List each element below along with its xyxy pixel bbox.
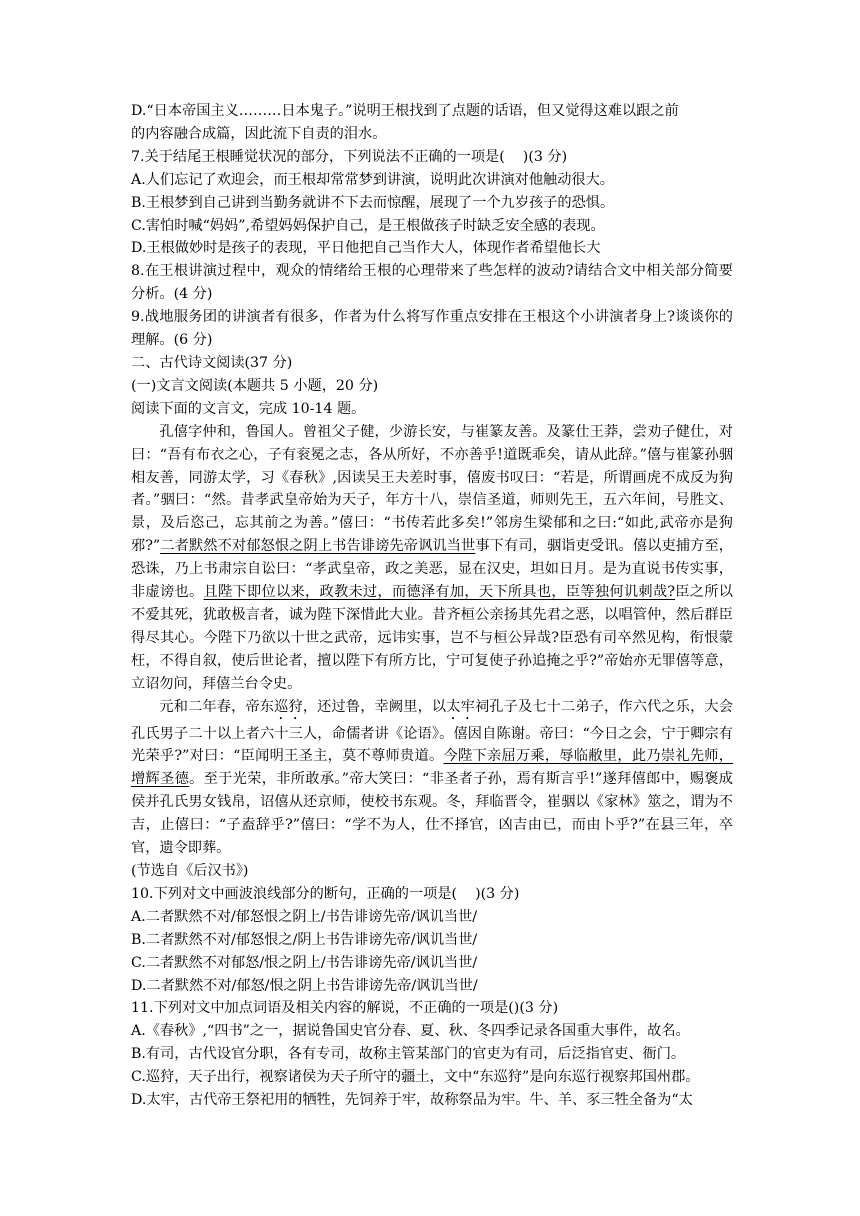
question-7-option-d: D.王根做妙时是孩子的表现，平日他把自己当作大人，体现作者希望他长大 bbox=[131, 240, 601, 257]
passage-text: 。至于光荣，非所敢承。”帝大笑曰：“非圣者子孙，焉有斯言乎!”遂拜僖郎中，赐褒成侯并孔氏男女钱帛，诏僖从还京师，使校书东观。冬，拜临晋令，崔骃以《家林》筮之，谓为不吉，止僖曰：“子盍辞乎?”僖曰：“学不为人，仕不择官，凶吉由已，而由卜乎?”在县三年，卒官，遗令即葬。 bbox=[131, 771, 733, 857]
question-10-option-c: C.二者默然不对郁怒/恨之阴上/书告诽谤先帝/讽讥当世/ bbox=[131, 954, 478, 971]
passage-text: 孔僖字仲和，鲁国人。曾祖父子健，少游长安，与崔篆友善。及篆仕王莽，尝劝子健仕，对曰：“吾有布衣之心，子有衮冕之志，各从所好，不亦善乎!道既乖矣，请从此辞。”僖与崔篆孙骃相友善，同游太学，习《春秋》,因读吴王夫差时事，僖废书叹曰：“若是，所谓画虎不成反为狗者。”骃曰：“然。昔孝武皇帝始为天子，年方十八，崇信圣道，师则先王，五六年间，号胜文、景，及后恣己，忘其前之为善。”僖曰：“书传若此多矣!”邻房生梁郁和之曰:“如此,武帝亦是狗邪?” bbox=[131, 423, 733, 555]
wavy-underlined-text: 二者默然不对郁怒恨之阴上书告诽谤先帝讽讥当世 bbox=[160, 538, 476, 555]
section-2-heading: 二、古代诗文阅读(37 分) bbox=[131, 354, 293, 371]
section-2-1-heading: (一)文言文阅读(本题共 5 小题，20 分) bbox=[131, 377, 379, 394]
passage-paragraph-1 bbox=[131, 421, 733, 696]
question-10-option-d: D.二者默然不对/郁怒/恨之阴上书告诽谤先帝/讽讥当世/ bbox=[131, 977, 478, 994]
passage-source: (节选自《后汉书》) bbox=[131, 863, 249, 879]
question-10: 10.下列对文中画波浪线部分的断句，正确的一项是( )(3 分) bbox=[131, 885, 520, 902]
question-11-option-d: D.太牢，古代帝王祭祀用的牺牲，先饲养于牢，故称祭品为牢。牛、羊、豕三牲全备为“太 bbox=[131, 1092, 693, 1109]
question-10-option-a: A.二者默然不对/郁怒恨之阴上/书告诽谤先帝/讽讥当世/ bbox=[131, 908, 478, 925]
underlined-sentence: 且陛下即位以来，政教未过，而德泽有加，天下所具也，臣等独何讥刺哉? bbox=[203, 584, 675, 601]
question-11-option-b: B.有司，古代设官分职，各有专司，故称主管某部门的官吏为有司，后泛指官吏、衙门。 bbox=[131, 1046, 686, 1063]
dotted-term: 巡狩 bbox=[274, 698, 303, 715]
question-11: 11.下列对文中加点词语及相关内容的解说，不正确的一项是()(3 分) bbox=[131, 1000, 559, 1017]
question-11-option-c: C.巡狩，天子出行，视察诸侯为天子所守的疆土，文中“东巡狩”是向东巡行视察邦国州郡。 bbox=[131, 1069, 700, 1086]
passage-paragraph-2 bbox=[131, 696, 733, 860]
question-11-option-a: A.《春秋》,“四书”之一，据说鲁国史官分春、夏、秋、冬四季记录各国重大事件，故名。 bbox=[131, 1023, 690, 1040]
question-9: 9.战地服务团的讲演者有很多，作者为什么将写作重点安排在王根这个小讲演者身上?谈谈你的理解。(6 分) bbox=[131, 309, 733, 349]
passage-text: ，还过鲁，幸阙里，以 bbox=[302, 698, 447, 715]
question-7-option-a: A.人们忘记了欢迎会，而王根却常常梦到讲演，说明此次讲演对他触动很大。 bbox=[131, 171, 614, 188]
question-7-option-b: B.王根梦到自己讲到当勤务就讲不下去而惊醒，展现了一个九岁孩子的恐惧。 bbox=[131, 194, 615, 211]
document-page bbox=[131, 100, 733, 1112]
question-7-option-c: C.害怕时喊“妈妈”,希望妈妈保护自己，是王根做孩子时缺乏安全感的表现。 bbox=[131, 217, 605, 234]
option-d-line-1: D.“日本帝国主义………日本鬼子。”说明王根找到了点题的话语，但又觉得这难以跟之前 bbox=[131, 103, 679, 119]
option-d-line-2: 的内容融合成篇，因此流下自责的泪水。 bbox=[131, 125, 387, 142]
passage-text: 祠孔子及七十二弟子，作六代之乐，大会孔氏男子二十以上者六十三人，命儒者讲《论语》。僖因自陈谢。帝曰：“今日之会，宁于卿宗有光荣乎?”对曰：“臣闻明王圣主，莫不尊师贵道。 bbox=[131, 698, 733, 765]
passage-text: 元和二年春，帝东 bbox=[159, 698, 275, 715]
dotted-term: 太牢 bbox=[446, 698, 475, 715]
underlined-sentence: 今陛下亲屈万乘，辱临敝里，此乃崇礼先师，增辉圣德 bbox=[131, 748, 733, 788]
passage-text: 臣之所以不爱其死，犹敢极言者，诚为陛下深惜此大业。昔齐桓公亲扬其先君之恶，以唱管仲，然后群臣得尽其心。今陛下乃欲以十世之武帝，远讳实事，岂不与桓公异哉?臣恐有司卒然见构，衔恨蒙枉，不得自叙，使后世论者，擅以陛下有所方比，宁可复使子孙追掩之乎?”帝始亦无罪僖等意，立诏勿问，拜僖兰台令史。 bbox=[131, 584, 733, 692]
question-8: 8.在王根讲演过程中，观众的情绪给王根的心理带来了些怎样的波动?请结合文中相关部分简要分析。(4 分) bbox=[131, 263, 733, 303]
question-7: 7.关于结尾王根睡觉状况的部分，下列说法不正确的一项是( )(3 分) bbox=[131, 148, 568, 165]
question-10-option-b: B.二者默然不对/郁怒恨之/阴上书告诽谤先帝/讽讥当世/ bbox=[131, 931, 478, 948]
passage-text: 事下有司，骃诣吏受讯。僖以吏捕方至，恐诛，乃上书肃宗自讼曰：“孝武皇帝，政之美恶，显在汉史，坦如日月。是为直说书传实事，非虚谤也。 bbox=[131, 538, 733, 601]
reading-instruction: 阅读下面的文言文，完成 10-14 题。 bbox=[131, 400, 366, 417]
